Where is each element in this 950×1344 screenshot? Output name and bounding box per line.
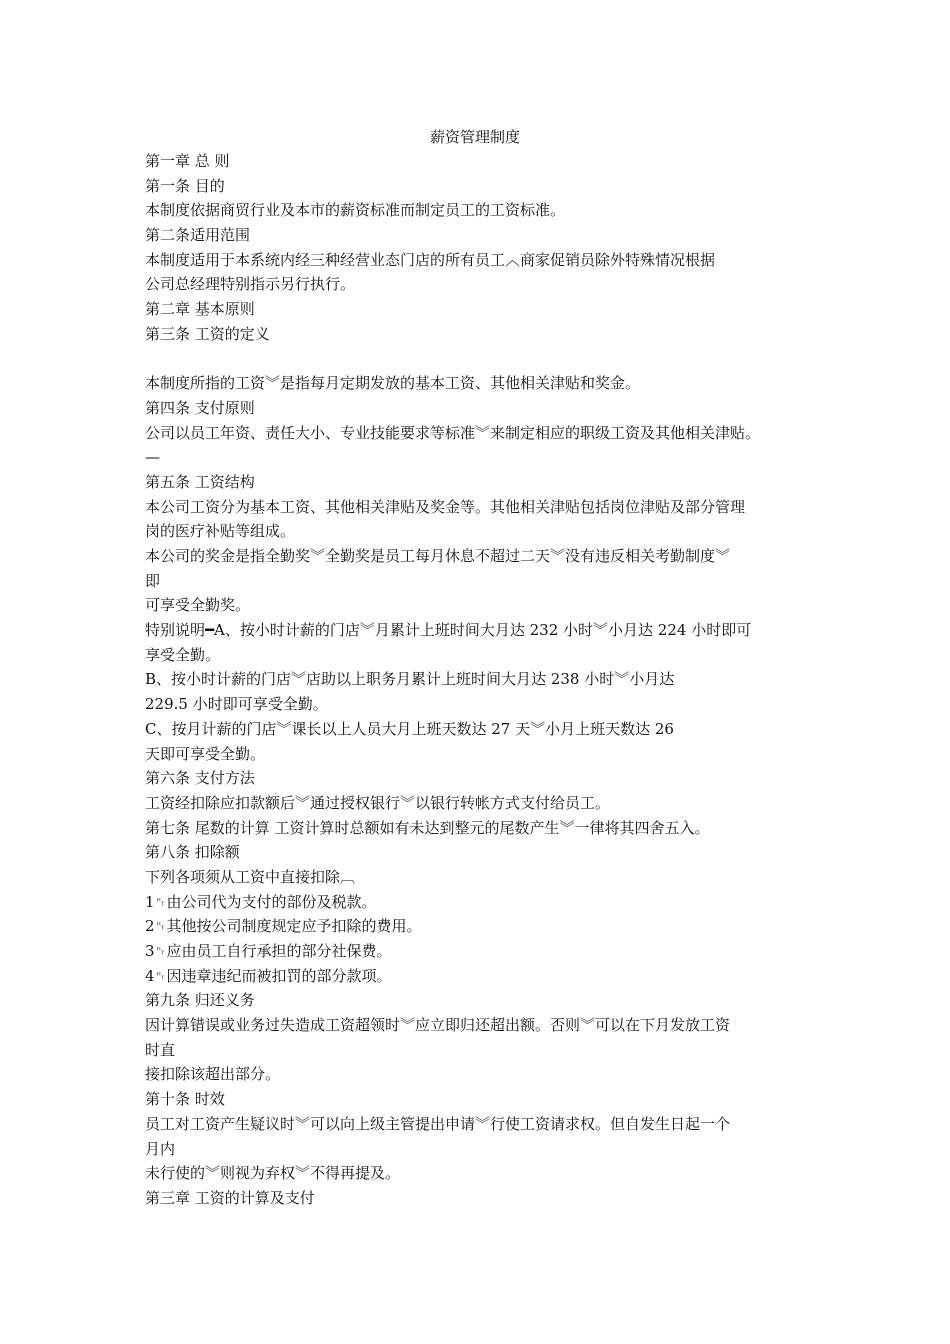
paragraph-line: 未行使的︾则视为弃权︾不得再提及。: [145, 1164, 401, 1183]
article-heading: 第七条 尾数的计算 工资计算时总额如有未达到整元的尾数产生︾一律将其四舍五入。: [145, 818, 710, 837]
paragraph-line: 即: [145, 571, 161, 590]
paragraph-line: 可享受全勤奖。: [145, 596, 251, 615]
paragraph-line: 本公司工资分为基本工资、其他相关津贴及奖金等。其他相关津贴包括岗位津贴及部分管理: [145, 497, 746, 516]
article-heading: 第九条 归还义务: [145, 991, 255, 1010]
article-heading: 第六条 支付方法: [145, 769, 255, 788]
dash-line: —: [145, 448, 160, 467]
paragraph-line: 工资经扣除应扣款额后︾通过授权银行︾以银行转帐方式支付给员工。: [145, 793, 611, 812]
paragraph-line: C、按月计薪的门店︾课长以上人员大月上班天数达 27 天︾小月上班天数达 26: [145, 719, 674, 738]
paragraph-line: B、按小时计薪的门店︾店助以上职务月累计上班时间大月达 238 小时︾小月达: [145, 670, 675, 689]
paragraph-line: 本制度所指的工资︾是指每月定期发放的基本工资、其他相关津贴和奖金。: [145, 374, 641, 393]
list-item: 4␉因违章违纪而被扣罚的部分款项。: [145, 966, 392, 985]
paragraph-line: 公司以员工年资、责任大小、专业技能要求等标准︾来制定相应的职级工资及其他相关津贴。: [145, 423, 761, 442]
chapter-heading: 第一章 总 则: [145, 152, 230, 170]
paragraph-line: 因计算错误或业务过失造成工资超领时︾应立即归还超出额。否则︾可以在下月发放工资: [145, 1016, 731, 1035]
document-body: [145, 149, 835, 1211]
list-item: 2␉其他按公司制度规定应予扣除的费用。: [145, 917, 422, 936]
list-item: 1␉由公司代为支付的部份及税款。: [145, 892, 377, 911]
article-heading: 第四条 支付原则: [145, 398, 255, 417]
paragraph-line: 特别说明━A、按小时计薪的门店︾月累计上班时间大月达 232 小时︾小月达 224 小时即可: [145, 621, 752, 640]
paragraph-line: 时直: [145, 1040, 176, 1059]
paragraph-line: 接扣除该超出部分。: [145, 1065, 281, 1084]
blank-line: [145, 347, 835, 372]
article-heading: 第十条 时效: [145, 1090, 225, 1109]
article-heading: 第五条 工资结构: [145, 472, 255, 491]
article-heading: 第三条 工资的定义: [145, 324, 270, 343]
article-heading: 第二条适用范围: [145, 226, 251, 245]
paragraph-line: 下列各项须从工资中直接扣除︹: [145, 867, 356, 886]
article-heading: 第八条 扣除额: [145, 843, 240, 862]
paragraph-line: 公司总经理特别指示另行执行。: [145, 275, 356, 294]
paragraph-line: 天即可享受全勤。: [145, 744, 266, 763]
chapter-heading: 第三章 工资的计算及支付: [145, 1188, 315, 1207]
list-item: 3␉应由员工自行承担的部分社保费。: [145, 942, 392, 960]
paragraph-line: 员工对工资产生疑议时︾可以向上级主管提出申请︾行使工资请求权。但自发生日起一个: [145, 1114, 731, 1133]
paragraph-line: 岗的医疗补贴等组成。: [145, 522, 296, 541]
paragraph-line: 本制度依据商贸行业及本市的薪资标准而制定员工的工资标准。: [145, 201, 566, 220]
paragraph-line: 享受全勤。: [145, 645, 221, 664]
article-heading: 第一条 目的: [145, 176, 225, 195]
chapter-heading: 第二章 基本原则: [145, 300, 255, 319]
paragraph-line: 月内: [145, 1139, 176, 1158]
paragraph-line: 本公司的奖金是指全勤奖︾全勤奖是员工每月休息不超过二天︾没有违反相关考勤制度︾: [145, 547, 731, 565]
paragraph-line: 229.5 小时即可享受全勤。: [145, 695, 328, 714]
paragraph-line: 本制度适用于本系统内经三种经营业态门店的所有员工︿商家促销员除外特殊情况根据: [145, 250, 716, 269]
document-title: 薪资管理制度: [429, 128, 520, 146]
